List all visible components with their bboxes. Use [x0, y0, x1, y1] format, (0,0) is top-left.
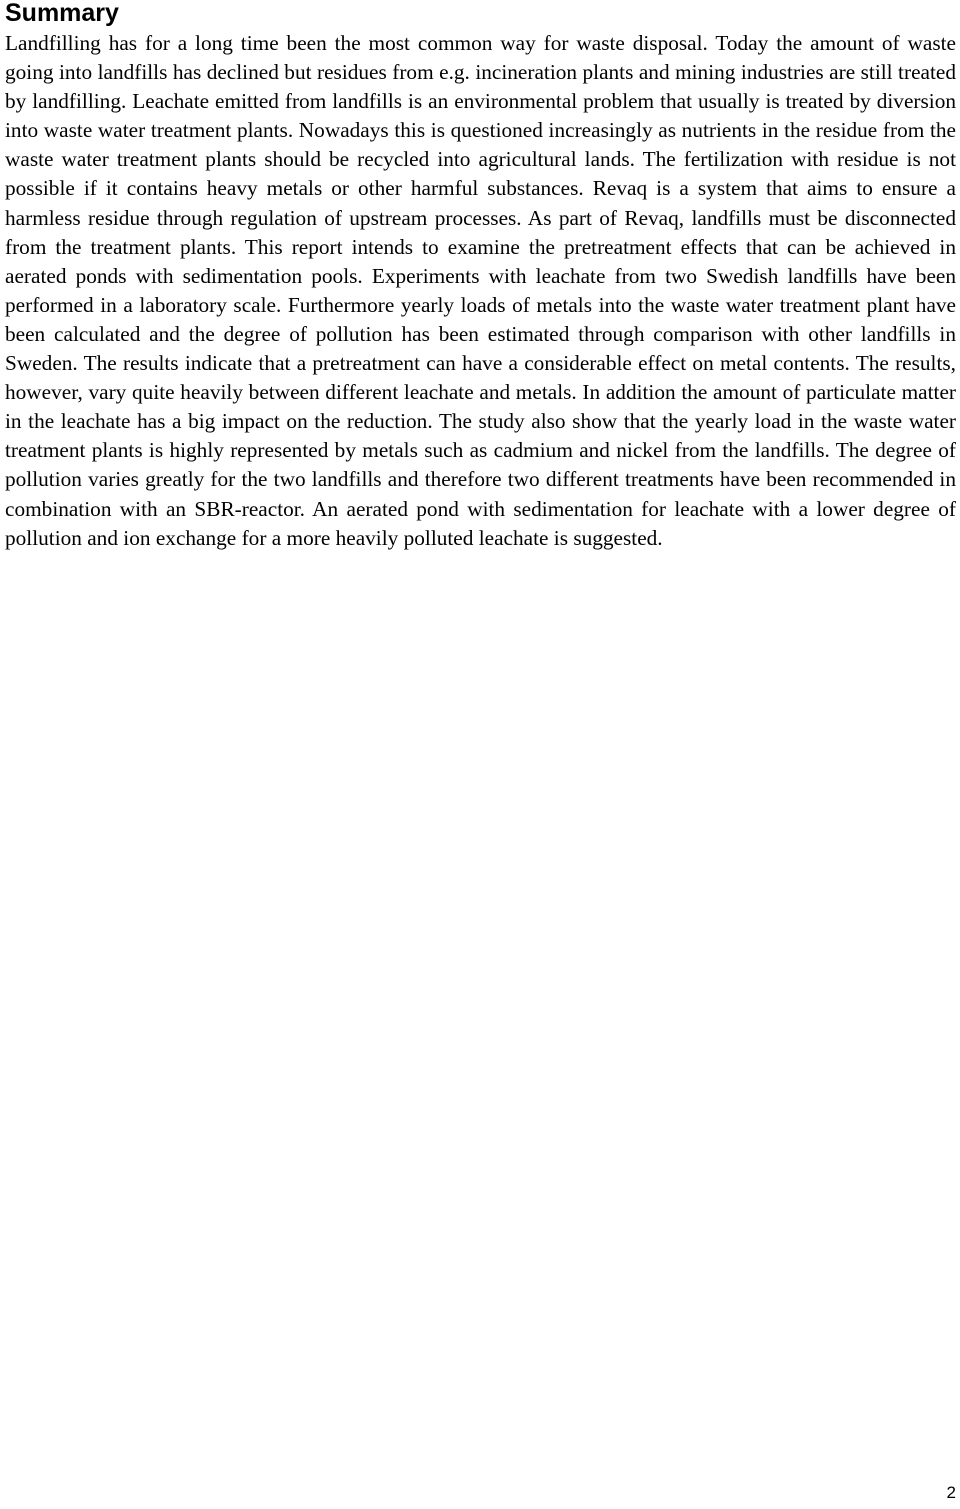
section-heading: Summary [5, 0, 119, 27]
page-number: 2 [946, 1483, 956, 1502]
summary-paragraph: Landfilling has for a long time been the most common way for waste disposal. Today the amount of waste going into landfills has declined but residues from e.g. incineration plants and mining industries are still treated by landfilling. Leachate emitted from landfills is an environmental problem that usually is treated by diversion into waste water treatment plants. Nowadays this is questioned increasingly as nutrients in the residue from the waste water treatment plants should be recycled into agricultural lands. The fertilization with residue is not possible if it contains heavy metals or other harmful substances. Revaq is a system that aims to ensure a harmless residue through regulation of upstream processes. As part of Revaq, landfills must be disconnected from the treatment plants. This report intends to examine the pretreatment effects that can be achieved in aerated ponds with sedimentation pools. Experiments with leachate from two Swedish landfills have been performed in a laboratory scale. Furthermore yearly loads of metals into the waste water treatment plant have been calculated and the degree of pollution has been estimated through comparison with other landfills in Sweden. The results indicate that a pretreatment can have a considerable effect on metal contents. The results, however, vary quite heavily between different leachate and metals. In addition the amount of particulate matter in the leachate has a big impact on the reduction. The study also show that the yearly load in the waste water treatment plants is highly represented by metals such as cadmium and nickel from the landfills. The degree of pollution varies greatly for the two landfills and therefore two different treatments have been recommended in combination with an SBR-reactor. An aerated pond with sedimentation for leachate with a lower degree of pollution and ion exchange for a more heavily polluted leachate is suggested. [5, 31, 956, 550]
